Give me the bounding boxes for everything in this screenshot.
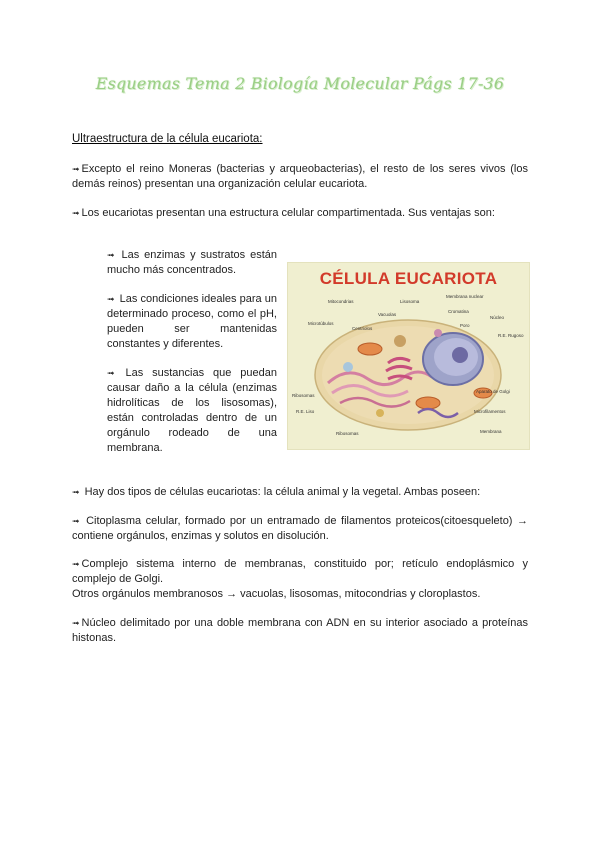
paragraph-moneras bbox=[72, 162, 528, 192]
paragraph-membranes bbox=[72, 557, 528, 602]
arrow-icon: ➟ bbox=[107, 368, 115, 378]
eukaryotic-cell-figure bbox=[287, 262, 530, 450]
paragraph-text: Núcleo delimitado por una doble membrana con ADN en su interior asociado a proteínas histonas. bbox=[72, 617, 528, 644]
label-vacuolas: Vacuolas bbox=[378, 312, 397, 317]
paragraph-text: Los eucariotas presentan una estructura celular compartimentada. Sus ventajas son: bbox=[81, 207, 495, 219]
label-microtubulos: Microtúbulos bbox=[308, 321, 334, 326]
paragraph-citoplasma bbox=[72, 514, 528, 544]
paragraph-cell-types bbox=[72, 485, 528, 500]
arrow-icon: ➟ bbox=[72, 164, 80, 174]
label-mitocondrias: Mitocondrias bbox=[328, 299, 354, 304]
label-poro: Poro bbox=[460, 323, 470, 328]
label-re-rugoso: R.E. Rugoso bbox=[498, 333, 524, 338]
list-item: ➟ Las sustancias que puedan causar daño a la célula (enzimas hidrolíticas de los lisosomas), están controladas dentro de un orgánulo rodeado de una membrana. bbox=[107, 367, 277, 454]
arrow-icon: ➟ bbox=[107, 294, 115, 304]
paragraph-compartments bbox=[72, 206, 528, 221]
arrow-icon: ➟ bbox=[72, 487, 80, 497]
label-ribosomas-bottom: Ribosomas bbox=[336, 431, 359, 436]
cell-illustration bbox=[288, 263, 529, 449]
label-centriolos: Centriolos bbox=[352, 326, 373, 331]
figure-title: CÉLULA EUCARIOTA bbox=[319, 269, 498, 288]
label-nucleo: Núcleo bbox=[490, 315, 505, 320]
label-membrana: Membrana bbox=[480, 429, 502, 434]
arrow-icon: ➟ bbox=[72, 559, 80, 569]
section-heading: Ultraestructura de la célula eucariota: bbox=[72, 133, 263, 145]
list-item: ➟ Las enzimas y sustratos están mucho más concentrados. bbox=[107, 249, 277, 276]
arrow-icon: ➟ bbox=[72, 516, 80, 526]
label-lisosoma: Lisosoma bbox=[400, 299, 420, 304]
label-ribosomas: Ribosomas bbox=[292, 393, 315, 398]
paragraph-text: Hay dos tipos de células eucariotas: la célula animal y la vegetal. Ambas poseen: bbox=[84, 486, 481, 498]
paragraph-nucleo bbox=[72, 616, 528, 646]
label-membrana-nuclear: Membrana nuclear bbox=[446, 294, 484, 299]
paragraph-text: Otros orgánulos membranosos → vacuolas, lisosomas, mitocondrias y cloroplastos. bbox=[72, 588, 481, 600]
label-aparato-golgi: Aparato de Golgi bbox=[476, 389, 510, 394]
label-microfilamentos: Microfilamentos bbox=[474, 409, 506, 414]
page-title: Esquemas Tema 2 Biología Molecular Págs 17-36 bbox=[95, 74, 505, 93]
paragraph-text: Excepto el reino Moneras (bacterias y arqueobacterias), el resto de los seres vivos (los demás reinos) presentan una organización celular eucariota. bbox=[72, 163, 528, 190]
label-re-liso: R.E. Liso bbox=[296, 409, 315, 414]
arrow-icon: ➟ bbox=[107, 250, 115, 260]
arrow-icon: ➟ bbox=[72, 208, 80, 218]
paragraph-text: Citoplasma celular, formado por un entramado de filamentos proteicos(citoesqueleto) → contiene orgánulos, enzimas y solutos en disolución. bbox=[72, 515, 529, 542]
advantages-list bbox=[107, 248, 277, 470]
label-cromatina: Cromatina bbox=[448, 309, 469, 314]
paragraph-text: Complejo sistema interno de membranas, constituido por; retículo endoplásmico y complejo de Golgi. bbox=[72, 558, 528, 585]
arrow-icon: ➟ bbox=[72, 618, 80, 628]
list-item: ➟ Las condiciones ideales para un determinado proceso, como el pH, pueden ser mantenidas constantes y diferentes. bbox=[107, 293, 277, 350]
